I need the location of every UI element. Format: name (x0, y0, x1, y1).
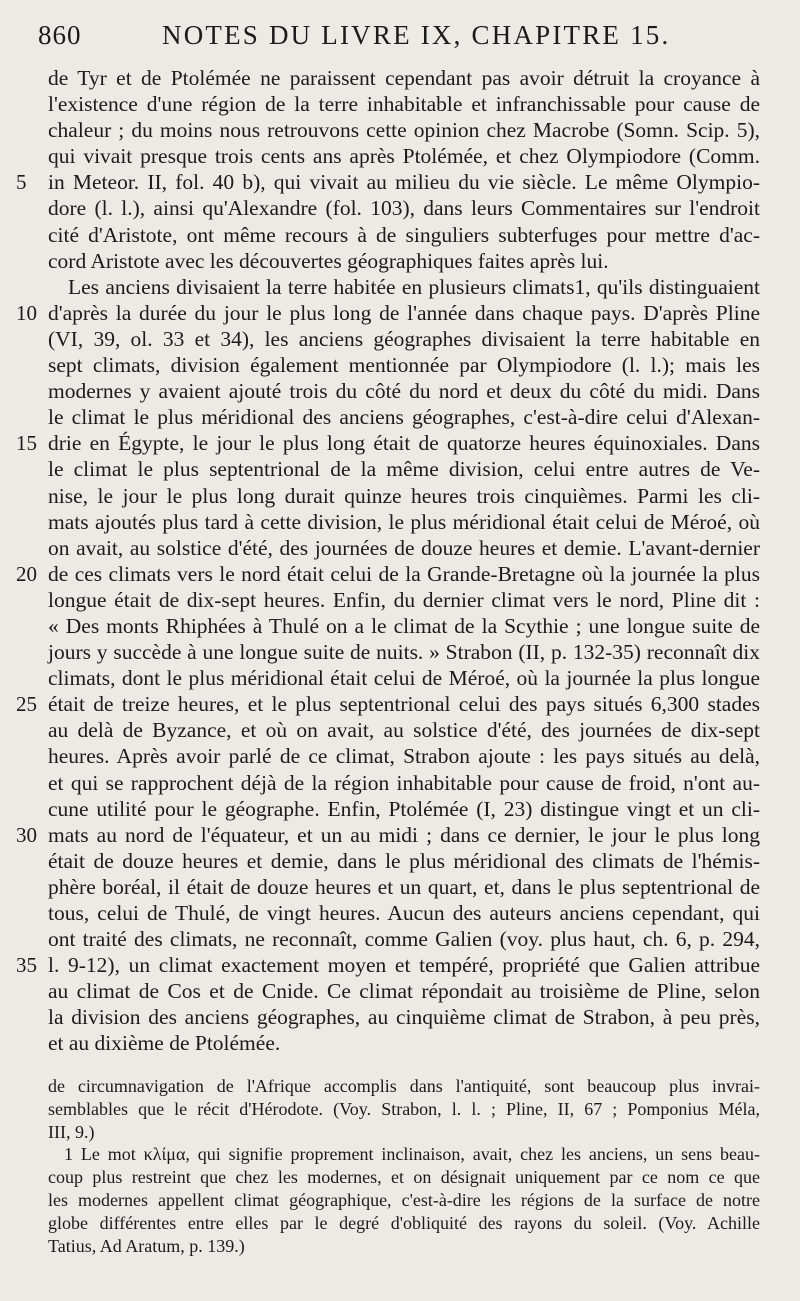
line-text: la division des anciens géographes, au cinquième climat de Strabon, à peu près, (48, 1005, 760, 1030)
line-text: ont traité des climats, ne reconnaît, comme Galien (voy. plus haut, ch. 6, p. 294, (48, 927, 760, 952)
text-line (48, 143, 760, 169)
line-text: modernes y avaient ajouté trois du côté du nord et deux du côté du midi. Dans (48, 379, 760, 404)
line-text: « Des monts Rhiphées à Thulé on a le climat de la Scythie ; une longue suite de (48, 613, 760, 638)
text-line (48, 743, 760, 769)
line-number: 15 (16, 431, 37, 456)
line-text: au delà de Byzance, et où on avait, au solstice d'été, des journées de dix-sept (48, 718, 760, 743)
text-line (16, 300, 760, 326)
line-text: dore (l. l.), ainsi qu'Alexandre (fol. 103), dans leurs Commentaires sur l'endroit (48, 196, 760, 221)
footnotes (48, 1075, 760, 1257)
text-line (48, 535, 760, 561)
text-line (48, 456, 760, 482)
line-text: au climat de Cos et de Cnide. Ce climat répondait au troisième de Pline, selon (48, 979, 760, 1004)
footnote-line: coup plus restreint que chez les modernes, et on désignait uniquement par ce nom ce que (48, 1167, 760, 1188)
text-line (16, 952, 760, 978)
line-text: était de treize heures, et le plus septentrional celui des pays situés 6,300 stades (48, 692, 760, 717)
line-text: climats, dont le plus méridional était celui de Méroé, où la journée la plus longue (48, 666, 760, 691)
text-line (48, 978, 760, 1004)
text-line (48, 926, 760, 952)
text-line (48, 117, 760, 143)
footnote-line: III, 9.) (48, 1121, 95, 1142)
line-text: Les anciens divisaient la terre habitée en plusieurs climats1, qu'ils distinguaient (68, 274, 760, 299)
line-text: de ces climats vers le nord était celui de la Grande-Bretagne où la journée la plus (48, 561, 760, 586)
text-line (48, 483, 760, 509)
line-text: et au dixième de Ptolémée. (48, 1031, 281, 1056)
line-text: longue était de dix-sept heures. Enfin, du dernier climat vers le nord, Pline dit : (48, 587, 760, 612)
running-title: NOTES DU LIVRE IX, CHAPITRE 15. (162, 20, 671, 50)
footnote-line: semblables que le récit d'Hérodote. (Voy. Strabon, l. l. ; Pline, II, 67 ; Pomponius Méla, (48, 1098, 760, 1119)
text-line (48, 326, 760, 352)
line-number: 20 (16, 561, 37, 586)
text-line (48, 378, 760, 404)
line-text: mats ajoutés plus tard à cette division, le plus méridional était celui de Méroé, où (48, 509, 760, 534)
line-text: cité d'Aristote, ont même recours à de singuliers subterfuges pour mettre d'ac- (48, 222, 760, 247)
line-text: sept climats, division également mentionnée par Olympiodore (l. l.); mais les (48, 353, 760, 378)
text-line (48, 1004, 760, 1030)
line-text: le climat le plus septentrional de la même division, celui entre autres de Ve- (48, 457, 760, 482)
text-line (48, 848, 760, 874)
line-number: 5 (16, 170, 27, 195)
text-line (48, 613, 760, 639)
text-line (48, 195, 760, 221)
text-line (48, 874, 760, 900)
footnote-line: 1 Le mot κλίμα, qui signifie proprement inclinaison, avait, chez les anciens, un sens beau- (64, 1144, 760, 1165)
text-line (48, 222, 760, 248)
text-line (48, 900, 760, 926)
line-text: d'après la durée du jour le plus long de l'année dans chaque pays. D'après Pline (48, 300, 760, 325)
text-line (48, 1030, 760, 1056)
text-line (48, 770, 760, 796)
line-text: jours y succède à une longue suite de nuits. » Strabon (II, p. 132-35) reconnaît dix (48, 640, 760, 665)
text-line (16, 822, 760, 848)
text-line (48, 248, 760, 274)
line-text: nise, le jour le plus long durait quinze heures trois cinquièmes. Parmi les cli- (48, 483, 760, 508)
line-number: 35 (16, 953, 37, 978)
line-text: mats au nord de l'équateur, et un au midi ; dans ce dernier, le jour le plus long (48, 822, 760, 847)
text-line (16, 169, 760, 195)
text-line (16, 691, 760, 717)
line-text: cord Aristote avec les découvertes géographiques faites après lui. (48, 248, 609, 273)
text-line (48, 665, 760, 691)
line-text: l. 9-12), un climat exactement moyen et tempéré, propriété que Galien attribue (48, 953, 760, 978)
line-text: l'existence d'une région de la terre inhabitable et infranchissable pour cause de (48, 92, 760, 117)
text-line (48, 587, 760, 613)
line-text: heures. Après avoir parlé de ce climat, Strabon ajoute : les pays situés au delà, (48, 744, 760, 769)
line-text: on avait, au solstice d'été, des journées de douze heures et demie. L'avant-dernier (48, 535, 760, 560)
line-number: 25 (16, 692, 37, 717)
line-text: chaleur ; du moins nous retrouvons cette opinion chez Macrobe (Somn. Scip. 5), (48, 118, 760, 143)
text-line (48, 352, 760, 378)
text-line (48, 509, 760, 535)
main-text (16, 65, 760, 1057)
line-text: tous, celui de Thulé, de vingt heures. Aucun des auteurs anciens cependant, qui (48, 901, 760, 925)
line-text: cune utilité pour le géographe. Enfin, Ptolémée (I, 23) distingue vingt et un cli- (48, 796, 760, 821)
line-text: (VI, 39, ol. 33 et 34), les anciens géographes divisaient la terre habitable en (48, 326, 760, 351)
line-number: 10 (16, 300, 37, 325)
line-text: drie en Égypte, le jour le plus long était de quatorze heures équinoxiales. Dans (48, 431, 760, 456)
text-line (48, 639, 760, 665)
line-text: qui vivait presque trois cents ans après Ptolémée, et chez Olympiodore (Comm. (48, 144, 760, 169)
text-line (48, 717, 760, 743)
footnote-line: les modernes appellent climat géographique, c'est-à-dire les régions de la surface de notre (48, 1189, 760, 1210)
line-text: de Tyr et de Ptolémée ne paraissent cependant pas avoir détruit la croyance à (48, 66, 760, 90)
line-number: 30 (16, 822, 37, 847)
page-number: 860 (38, 20, 82, 50)
page-header (0, 20, 800, 60)
footnote-line: Tatius, Ad Aratum, p. 139.) (48, 1235, 245, 1256)
line-text: et qui se rapprochent déjà de la région inhabitable pour cause de froid, n'ont au- (48, 770, 760, 795)
text-line (16, 561, 760, 587)
text-line (48, 404, 760, 430)
text-line (48, 796, 760, 822)
text-line (48, 91, 760, 117)
line-text: phère boréal, il était de douze heures et un quart, et, dans le plus septentrional de (48, 874, 760, 899)
line-text: in Meteor. II, fol. 40 b), qui vivait au milieu du vie siècle. Le même Olympio- (48, 170, 760, 195)
text-line (16, 430, 760, 456)
line-text: était de douze heures et demie, dans le plus méridional des climats de l'hémis- (48, 848, 760, 873)
footnote-line: de circumnavigation de l'Afrique accomplis dans l'antiquité, sont beaucoup plus invrai- (48, 1076, 760, 1096)
text-line (48, 65, 760, 91)
line-text: le climat le plus méridional des anciens géographes, c'est-à-dire celui d'Alexan- (48, 405, 760, 430)
text-line (48, 274, 760, 300)
footnote-line: globe différentes entre elles par le degré d'obliquité des rayons du soleil. (Voy. Achille (48, 1212, 760, 1233)
